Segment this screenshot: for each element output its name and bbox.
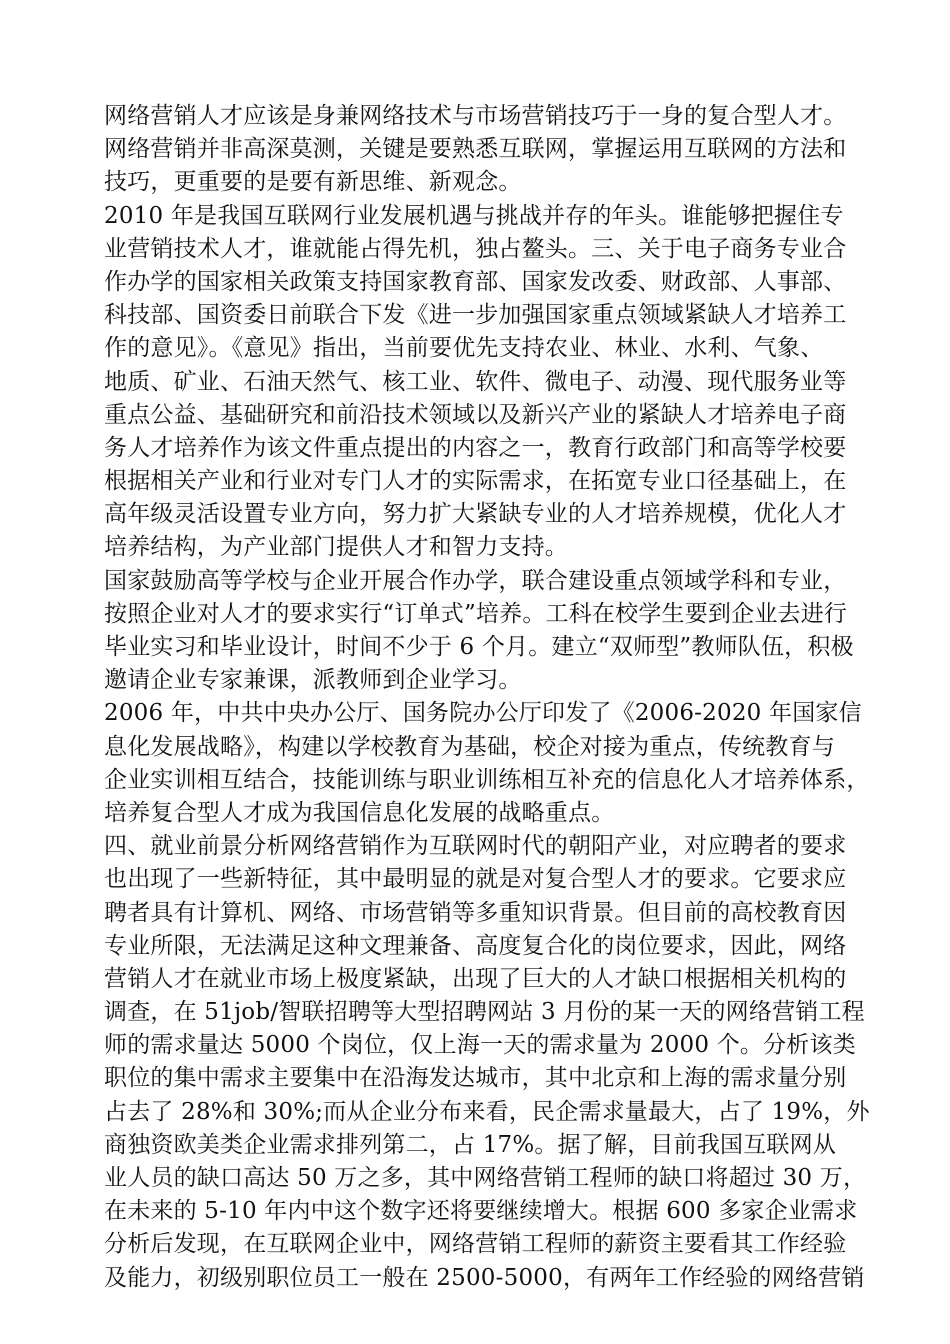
text-line: 科技部、国资委日前联合下发《进一步加强国家重点领域紧缺人才培养工	[104, 302, 847, 329]
text-line: 毕业实习和毕业设计，时间不少于 6 个月。建立“双师型”教师队伍，积极	[104, 634, 854, 660]
text-line: 分析后发现，在互联网企业中，网络营销工程师的薪资主要看其工作经验	[104, 1231, 847, 1258]
text-line: 聘者具有计算机、网络、市场营销等多重知识背景。但目前的高校教育因	[104, 899, 847, 926]
text-line: 高年级灵活设置专业方向，努力扩大紧缺专业的人才培养规模，优化人才	[104, 501, 847, 528]
text-line: 培养复合型人才成为我国信息化发展的战略重点。	[104, 799, 615, 826]
text-line: 商独资欧美类企业需求排列第二，占 17%。据了解，目前我国互联网从	[104, 1131, 837, 1158]
text-line: 师的需求量达 5000 个岗位，仅上海一天的需求量为 2000 个。分析该类	[104, 1032, 856, 1059]
text-line: 营销人才在就业市场上极度紧缺，出现了巨大的人才缺口根据相关机构的	[104, 965, 847, 992]
text-line: 网络营销人才应该是身兼网络技术与市场营销技巧于一身的复合型人才。	[104, 103, 847, 129]
text-line: 业人员的缺口高达 50 万之多，其中网络营销工程师的缺口将超过 30 万，	[104, 1165, 867, 1191]
text-line: 作的意见》。《意见》指出，当前要优先支持农业、林业、水利、气象、	[104, 335, 824, 362]
text-line: 也出现了一些新特征，其中最明显的就是对复合型人才的要求。它要求应	[104, 866, 847, 893]
text-line: 地质、矿业、石油天然气、核工业、软件、微电子、动漫、现代服务业等	[104, 368, 847, 395]
text-line: 在未来的 5-10 年内中这个数字还将要继续增大。根据 600 多家企业需求	[104, 1198, 858, 1225]
text-line: 务人才培养作为该文件重点提出的内容之一，教育行政部门和高等学校要	[104, 434, 847, 461]
text-line: 邀请企业专家兼课，派教师到企业学习。	[104, 667, 522, 694]
text-line: 重点公益、基础研究和前沿技术领域以及新兴产业的紧缺人才培养电子商	[104, 401, 847, 428]
text-line: 2006 年，中共中央办公厅、国务院办公厅印发了《2006-2020 年国家信	[104, 700, 862, 727]
text-line: 占去了 28%和 30%;而从企业分布来看，民企需求量最大，占了 19%，外	[104, 1098, 870, 1125]
text-line: 2010 年是我国互联网行业发展机遇与挑战并存的年头。谁能够把握住专	[104, 202, 844, 229]
text-line: 息化发展战略》，构建以学校教育为基础，校企对接为重点，传统教育与	[104, 733, 835, 760]
text-line: 职位的集中需求主要集中在沿海发达城市，其中北京和上海的需求量分别	[104, 1065, 847, 1092]
text-line: 企业实训相互结合，技能训练与职业训练相互补充的信息化人才培养体系，	[104, 766, 870, 793]
text-line: 网络营销并非高深莫测，关键是要熟悉互联网，掌握运用互联网的方法和	[104, 136, 847, 163]
text-line: 专业所限，无法满足这种文理兼备、高度复合化的岗位要求，因此，网络	[104, 932, 847, 959]
text-line: 及能力，初级别职位员工一般在 2500-5000，有两年工作经验的网络营销	[104, 1264, 865, 1291]
text-line: 业营销技术人才，谁就能占得先机，独占鳌头。三、关于电子商务专业合	[104, 235, 847, 262]
text-line: 调查，在 51job/智联招聘等大型招聘网站 3 月份的某一天的网络营销工程	[104, 999, 865, 1026]
text-line: 技巧，更重要的是要有新思维、新观念。	[104, 169, 522, 196]
text-line: 培养结构，为产业部门提供人才和智力支持。	[104, 534, 568, 561]
text-line: 作办学的国家相关政策支持国家教育部、国家发改委、财政部、人事部、	[104, 268, 847, 295]
text-line: 四、就业前景分析网络营销作为互联网时代的朝阳产业，对应聘者的要求	[104, 833, 847, 860]
body-text	[104, 100, 870, 1295]
text-line: 根据相关产业和行业对专门人才的实际需求，在拓宽专业口径基础上，在	[104, 468, 847, 495]
text-line: 国家鼓励高等学校与企业开展合作办学，联合建设重点领域学科和专业，	[104, 567, 847, 594]
text-line: 按照企业对人才的要求实行“订单式”培养。工科在校学生要到企业去进行	[104, 600, 848, 627]
